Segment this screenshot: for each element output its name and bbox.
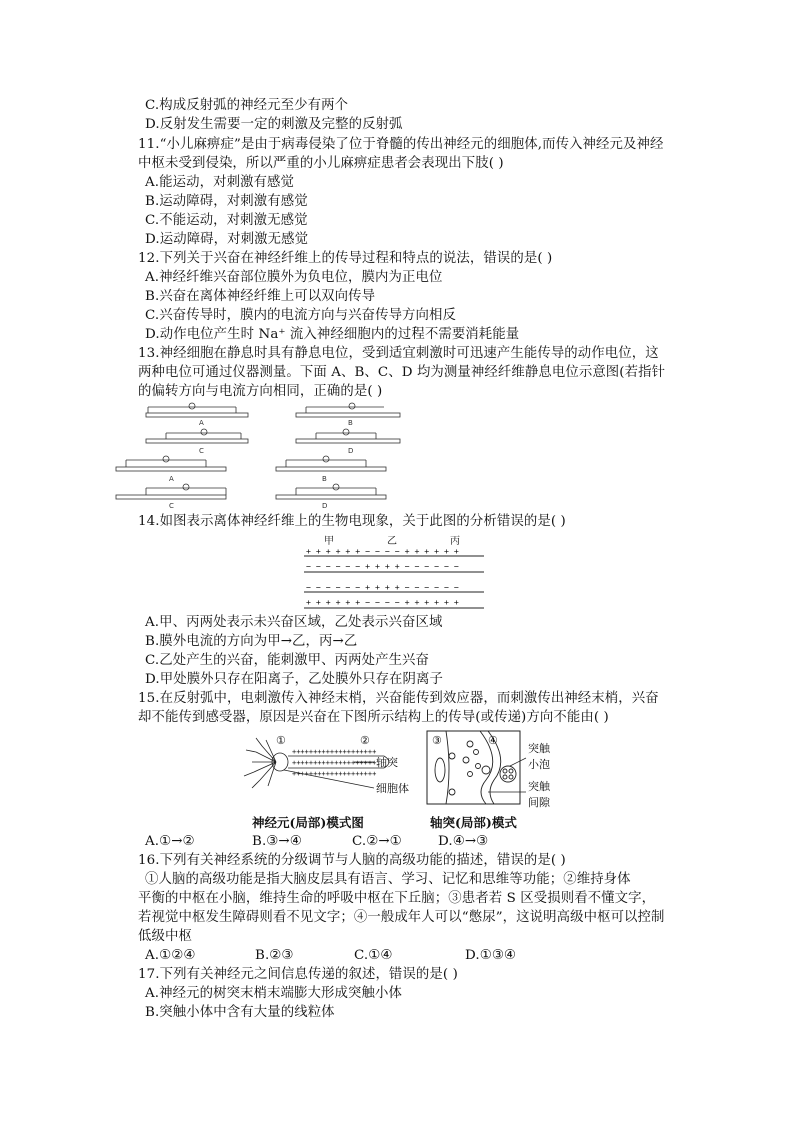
- label-bing: 丙: [450, 536, 460, 547]
- meter-diagram-d-top: [296, 429, 400, 443]
- q14-option-c: C.乙处产生的兴奋，能刺激甲、丙两处产生兴奋: [145, 653, 430, 668]
- svg-text:++++++++++++++++++++: ++++++++++++++++++++: [292, 759, 377, 767]
- meter-label-d-2: D: [322, 502, 328, 510]
- meter-label-c-2: C: [169, 502, 174, 510]
- q16-option-a: A.①②④: [145, 948, 196, 963]
- q12-stem: 12.下列关于兴奋在神经纤维上的传导过程和特点的说法，错误的是( ): [138, 251, 553, 266]
- marker-2: ②: [360, 734, 370, 747]
- q16-body-line1: ①人脑的高级功能是指大脑皮层具有语言、学习、记忆和思维等功能；②维持身体: [145, 872, 631, 887]
- label-vesicle-2: 小泡: [528, 758, 550, 771]
- svg-text:++++++++++++++++++++: ++++++++++++++++++++: [292, 748, 377, 756]
- q12-option-b: B.兴奋在离体神经纤维上可以双向传导: [145, 289, 376, 304]
- marker-1: ①: [276, 734, 286, 747]
- meter-label-c: C: [199, 447, 204, 455]
- meter-label-a: A: [199, 419, 204, 427]
- q14-fiber-figure: [302, 534, 487, 614]
- synapse-figure: [426, 730, 576, 810]
- q15-option-d: D.④→③: [438, 834, 489, 849]
- marker-4: ④: [488, 734, 498, 747]
- meter-diagram-b-top: [296, 403, 400, 417]
- label-yi: 乙: [387, 536, 397, 547]
- svg-text:++++++++++++++++++++: ++++++++++++++++++++: [292, 770, 377, 778]
- q16-option-b: B.②③: [255, 948, 294, 963]
- row-outer-top: + + + + + + − − − − + + + + + +: [306, 546, 459, 556]
- label-cleft-1: 突触: [528, 780, 550, 793]
- meter-diagram-b-bottom: [276, 456, 386, 471]
- row-inner-bottom: − − − − − − + + + + − − − − − −: [306, 582, 459, 592]
- q16-body-line2: 平衡的中枢在小脑，维持生命的呼吸中枢在下丘脑；③患者若 S 区受损则看不懂文字，: [138, 891, 656, 906]
- q17-option-b: B.突触小体中含有大量的线粒体: [145, 1005, 335, 1020]
- q10-option-c: C.构成反射弧的神经元至少有两个: [145, 98, 349, 113]
- row-inner-top: − − − − − − + + + + − − − − − −: [306, 561, 459, 571]
- q12-option-c: C.兴奋传导时，膜内的电流方向与兴奋传导方向相反: [145, 308, 457, 323]
- meter-diagram-d-bottom: [276, 484, 386, 499]
- q11-stem-line2: 中枢未受到侵染，所以严重的小儿麻痹症患者会表现出下肢( ): [138, 156, 504, 171]
- q15-option-c: C.②→①: [352, 834, 402, 849]
- q13-stem-line1: 13.神经细胞在静息时具有静息电位，受到适宜刺激时可迅速产生能传导的动作电位，这: [138, 346, 659, 361]
- q16-stem: 16.下列有关神经系统的分级调节与人脑的高级功能的描述，错误的是( ): [138, 853, 566, 868]
- q15-option-b: B.③→④: [252, 834, 302, 849]
- meter-diagram-a-bottom: [116, 456, 226, 471]
- q15-stem-line2: 却不能传到感受器，原因是兴奋在下图所示结构上的传导(或传递)方向不能由( ): [138, 710, 609, 725]
- meter-label-b-2: B: [322, 475, 327, 483]
- meter-diagram-a-top: [146, 403, 248, 417]
- synapse-figure-caption: 轴突(局部)模式: [430, 815, 517, 830]
- q11-option-a: A.能运动，对刺激有感觉: [145, 175, 295, 190]
- q16-option-d: D.①③④: [465, 948, 517, 963]
- q14-stem: 14.如图表示离体神经纤维上的生物电现象，关于此图的分析错误的是( ): [138, 514, 566, 529]
- q11-option-b: B.运动障碍，对刺激有感觉: [145, 194, 308, 209]
- row-outer-bottom: + + + + + + − − − − + + + + + +: [306, 597, 459, 607]
- neuron-figure-caption: 神经元(局部)模式图: [252, 815, 364, 830]
- q17-option-a: A.神经元的树突末梢末端膨大形成突触小体: [145, 986, 402, 1001]
- meter-label-d: D: [348, 447, 354, 455]
- q11-option-d: D.运动障碍，对刺激无感觉: [145, 232, 309, 247]
- q15-stem-line1: 15.在反射弧中，电刺激传入神经末梢，兴奋能传到效应器，而刺激传出神经末梢，兴奋: [138, 691, 659, 706]
- label-jia: 甲: [324, 536, 334, 547]
- meter-diagram-c-top: [146, 429, 248, 443]
- q17-stem: 17.下列有关神经元之间信息传递的叙述，错误的是( ): [138, 967, 458, 982]
- meter-label-a-2: A: [169, 475, 174, 483]
- q14-option-d: D.甲处膜外只存在阳离子，乙处膜外只存在阴离子: [145, 672, 444, 687]
- q15-option-a: A.①→②: [145, 834, 195, 849]
- q12-option-a: A.神经纤维兴奋部位膜外为负电位，膜内为正电位: [145, 270, 443, 285]
- q11-option-c: C.不能运动，对刺激无感觉: [145, 213, 308, 228]
- q16-option-c: C.①④: [354, 948, 393, 963]
- marker-3: ③: [432, 734, 442, 747]
- q14-option-a: A.甲、丙两处表示未兴奋区域，乙处表示兴奋区域: [145, 615, 443, 630]
- q13-meter-figure: [116, 400, 366, 510]
- meter-diagram-c-bottom: [116, 484, 226, 499]
- q12-option-d: D.动作电位产生时 Na⁺ 流入神经细胞内的过程不需要消耗能量: [145, 327, 520, 342]
- label-cleft-2: 间隙: [528, 796, 550, 809]
- meter-label-b: B: [348, 419, 353, 427]
- label-vesicle-1: 突触: [528, 742, 550, 755]
- q10-option-d: D.反射发生需要一定的刺激及完整的反射弧: [145, 117, 403, 132]
- q14-option-b: B.膜外电流的方向为甲→乙，丙→乙: [145, 634, 358, 649]
- q16-body-line4: 低级中枢: [138, 929, 192, 944]
- q13-stem-line3: 的偏转方向与电流方向相同，正确的是( ): [138, 384, 383, 399]
- q13-stem-line2: 两种电位可通过仪器测量。下面 A、B、C、D 均为测量神经纤维静息电位示意图(若指针: [138, 365, 666, 380]
- label-cell-body: 细胞体: [376, 782, 409, 795]
- q16-body-line3: 若视觉中枢发生障碍则看不见文字；④一般成年人可以“憋尿”，这说明高级中枢可以控制: [138, 910, 665, 925]
- label-axon: 轴突: [376, 756, 398, 769]
- neuron-figure: [234, 732, 424, 802]
- q11-stem-line1: 11.“小儿麻痹症”是由于病毒侵染了位于脊髓的传出神经元的细胞体,而传入神经元及神经: [138, 137, 664, 152]
